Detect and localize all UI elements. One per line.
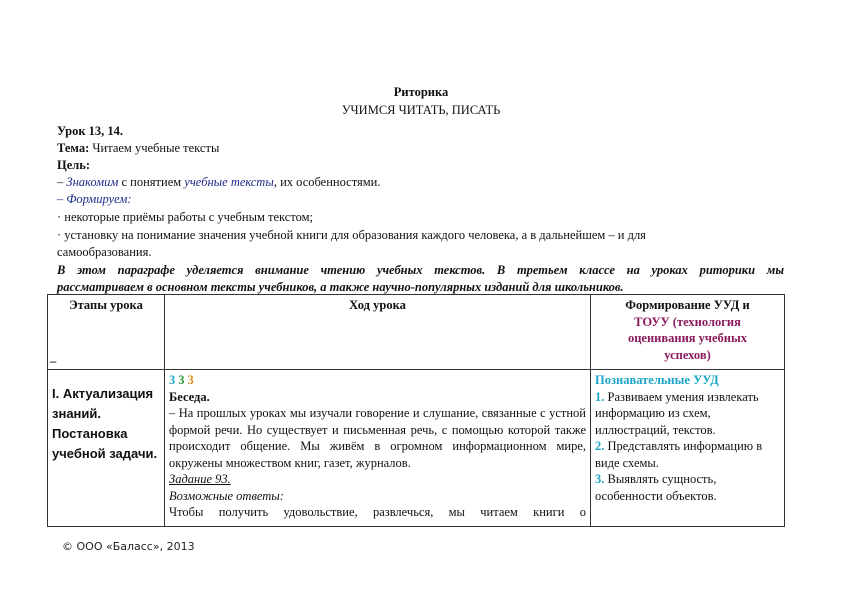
header-course (165, 295, 591, 370)
goal-label: Цель: (57, 158, 91, 172)
lesson-topic (57, 140, 219, 156)
goal-1 (57, 174, 381, 190)
topic-value: Читаем учебные тексты (89, 141, 220, 155)
header-uud-line1: Формирование УУД и (625, 298, 750, 312)
uud-item-text: Представлять информацию в виде схемы. (595, 439, 763, 470)
header-dash: – (50, 353, 57, 368)
goal1-italic: Знакомим (66, 175, 119, 189)
uud-item (595, 471, 780, 504)
goal-bullet-2a: · установку на понимание значения учебной книги для образования каждого человека, а в дальнейшем – и для (57, 228, 646, 242)
conversation-text: – На прошлых уроках мы изучали говорение и слушание, связанные с устной формой речи. Но существует и письменная речь, с помощью которой также происходит общение. Мы живём в огромном информационном мире, окружены множеством книг, газет, журналов. (169, 406, 586, 470)
rating-marks (169, 372, 586, 389)
answer-start: Чтобы получить удовольствие, развлечься, мы читаем книги о (169, 505, 586, 519)
uud-item (595, 438, 780, 471)
goal-bullet-2b: самообразования. (57, 245, 152, 259)
goal-bullet-1: · некоторые приёмы работы с учебным текстом; (57, 210, 314, 224)
uud-item-num: 3. (595, 472, 605, 486)
table-row (48, 370, 785, 527)
goal1-prefix: – (57, 175, 67, 189)
page-title: УЧИМСЯ ЧИТАТЬ, ПИСАТЬ (341, 103, 501, 117)
rating-mark: 3 (178, 373, 185, 387)
task-label: Задание 93. (169, 472, 231, 486)
possible-answers: Возможные ответы: (169, 488, 284, 503)
topic-label: Тема: (57, 141, 90, 155)
lesson-table (47, 294, 785, 527)
goal1-term: учебные тексты (184, 175, 274, 189)
goal1-suffix: , их особенностями. (273, 175, 381, 189)
header-course-label: Ход урока (349, 298, 406, 312)
goal-2: – Формируем: (57, 192, 132, 206)
note-line-2: рассматриваем в основном тексты учебников, а также научно-популярных изданий для школьников. (57, 280, 624, 294)
stage-cell (48, 370, 165, 527)
subject-heading: Риторика (393, 85, 449, 99)
conversation-title: Беседа. (169, 389, 210, 404)
header-uud (591, 295, 785, 370)
uud-title: Познавательные УУД (595, 373, 719, 387)
rating-mark: 3 (169, 373, 176, 387)
goal1-mid: с понятием (118, 175, 185, 189)
lesson-number: Урок 13, 14. (57, 124, 124, 138)
table-header-row (48, 295, 785, 370)
uud-item-num: 1. (595, 389, 605, 404)
uud-item-num: 2. (595, 439, 605, 453)
course-cell (165, 370, 591, 527)
uud-cell (591, 370, 785, 527)
uud-item-text: Выявлять сущность, особенности объектов. (595, 472, 717, 503)
stage-label: I. Актуализация знаний. Постановка учебной задачи. (52, 386, 158, 461)
header-stages (48, 295, 165, 370)
note-line-1: В этом параграфе уделяется внимание чтению учебных текстов. В третьем классе на уроках риторики мы (57, 263, 784, 277)
rating-mark: 3 (187, 373, 194, 387)
header-uud-line2: ТОУУ (технология оценивания учебных успехов) (627, 314, 747, 362)
uud-item-text: Развиваем умения извлекать информацию из схем, иллюстраций, текстов. (595, 389, 759, 437)
uud-item (595, 389, 780, 439)
copyright-footer: © ООО «Баласс», 2013 (62, 540, 195, 553)
header-stages-label: Этапы урока (69, 298, 143, 312)
